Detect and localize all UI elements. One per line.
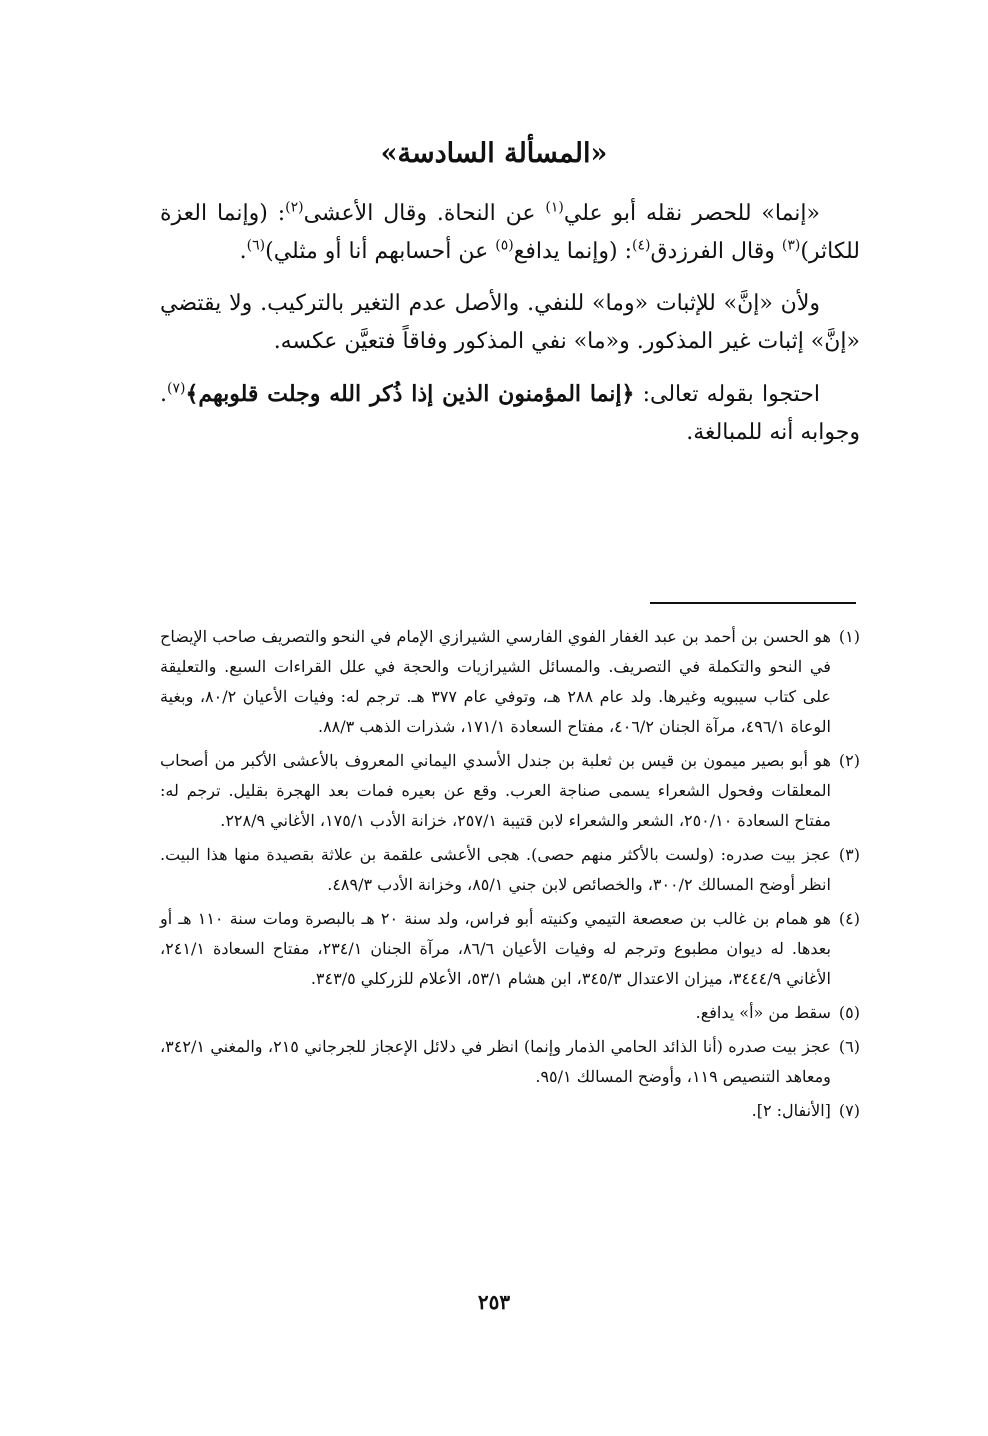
footnote-number: (٥) bbox=[838, 1003, 860, 1022]
footnote-ref[interactable]: (٢) bbox=[285, 199, 304, 216]
text-run: وقال الفرزدق bbox=[650, 239, 782, 264]
footnote-text: [الأنفال: ٢]. bbox=[751, 1101, 831, 1120]
footnote-ref[interactable]: (٥) bbox=[495, 237, 514, 254]
footnote-ref[interactable]: (٧) bbox=[167, 380, 186, 397]
footnote-divider bbox=[650, 602, 856, 604]
text-run: «إنما» للحصر نقله أبو علي bbox=[563, 201, 820, 226]
footnote-number: (٣) bbox=[838, 845, 860, 864]
footnote-number: (٢) bbox=[838, 751, 860, 770]
footnote-number: (٧) bbox=[838, 1101, 860, 1120]
text-run: احتجوا بقوله تعالى: bbox=[634, 382, 820, 407]
footnote-text: سقط من «أ» يدافع. bbox=[695, 1003, 831, 1022]
text-run: . bbox=[239, 239, 247, 264]
footnote bbox=[160, 622, 860, 742]
footnote-text: عجز بيت صدره: (ولست بالأكثر منهم حصى). هجى الأعشى علقمة بن علاثة بقصيدة منها هذا البيت. انظر أوضح المسالك ٣٠٠/٢، والخصائص لابن جني ٨٥/١، وخزانة الأدب ٤٨٩/٣. bbox=[160, 845, 831, 894]
text-run: عن النحاة. وقال الأعشى bbox=[303, 201, 546, 226]
footnote-ref[interactable]: (٤) bbox=[631, 237, 651, 254]
footnotes bbox=[160, 622, 860, 1130]
footnote bbox=[160, 904, 860, 994]
footnote-text: هو همام بن غالب بن صعصعة التيمي وكنيته أبو فراس، ولد سنة ٢٠ هـ بالبصرة ومات سنة ١١٠ هـ أو بعدها. له ديوان مطبوع وترجم له وفيات الأعيان ٨٦/٦، مرآة الجنان ٢٣٤/١، مفتاح السعادة ٢٤١/١، الأغاني ٣٤٤٤/٩، ميزان الاعتدال ٣٤٥/٣، ابن هشام ٥٣/١، الأعلام للزركلي ٣٤٣/٥. bbox=[160, 909, 831, 988]
section-title: «المسألة السادسة» bbox=[380, 138, 608, 169]
footnote-number: (١) bbox=[838, 627, 860, 646]
text-run: عن أحسابهم أنا أو مثلي) bbox=[265, 239, 496, 264]
footnote bbox=[160, 998, 860, 1028]
footnote-ref[interactable]: (١) bbox=[545, 199, 564, 216]
text-run: : (وإنما العزة للكاثر) bbox=[160, 201, 860, 264]
footnote bbox=[160, 1096, 860, 1126]
text-run: : (وإنما يدافع bbox=[513, 239, 632, 264]
paragraph-2: ولأن «إنَّ» للإثبات «وما» للنفي. والأصل عدم التغير بالتركيب. ولا يقتضي «إنَّ» إثبات غير المذكور. و«ما» نفي المذكور وفاقاً فتعيَّن عكسه. bbox=[160, 291, 860, 354]
footnote bbox=[160, 746, 860, 836]
page-number: ٢٥٣ bbox=[477, 1290, 511, 1314]
footnote-text: عجز بيت صدره (أنا الذائد الحامي الذمار وإنما) انظر في دلائل الإعجاز للجرجاني ٢١٥، والمغني ٣٤٢/١، ومعاهد التنصيص ١١٩، وأوضح المسالك ٩٥/١. bbox=[160, 1037, 831, 1086]
text-run: . وجوابه أنه للمبالغة. bbox=[160, 382, 860, 445]
footnote-text: هو الحسن بن أحمد بن عبد الغفار الفوي الفارسي الشيرازي الإمام في النحو والتصريف صاحب الإيضاح في النحو والتكملة في التصريف. والمسائل الشيرازيات والحجة في علل القراءات السبع. والتعليقة على كتاب سيبويه وغيرها. ولد عام ٢٨٨ هـ، وتوفي عام ٣٧٧ هـ. ترجم له: وفيات الأعيان ٨٠/٢، وبغية الوعاة ٤٩٦/١، مرآة الجنان ٤٠٦/٢، مفتاح السعادة ١٧١/١، شذرات الذهب ٨٨/٣. bbox=[160, 627, 831, 736]
footnote-number: (٦) bbox=[838, 1037, 860, 1056]
footnote-number: (٤) bbox=[838, 909, 860, 928]
footnote-ref[interactable]: (٣) bbox=[781, 237, 801, 254]
paragraph-1 bbox=[160, 195, 860, 271]
footnote bbox=[160, 1032, 860, 1092]
quran-verse: ﴿إنما المؤمنون الذين إذا ذُكر الله وجلت قلوبهم﴾ bbox=[185, 381, 635, 407]
paragraph-3 bbox=[160, 375, 860, 452]
footnote-ref[interactable]: (٦) bbox=[246, 237, 266, 254]
footnote bbox=[160, 840, 860, 900]
main-text bbox=[160, 195, 860, 466]
footnote-text: هو أبو بصير ميمون بن قيس بن ثعلبة بن جندل الأسدي اليماني المعروف بالأعشى الأكبر من أصحاب المعلقات وفحول الشعراء يسمى صناجة العرب. وقع عن بعيره فمات بعد الهجرة بقليل. ترجم له: مفتاح السعادة ٢٥٠/١٠، الشعر والشعراء لابن قتيبة ٢٥٧/١، خزانة الأدب ١٧٥/١، الأغاني ٢٢٨/٩. bbox=[160, 751, 831, 830]
